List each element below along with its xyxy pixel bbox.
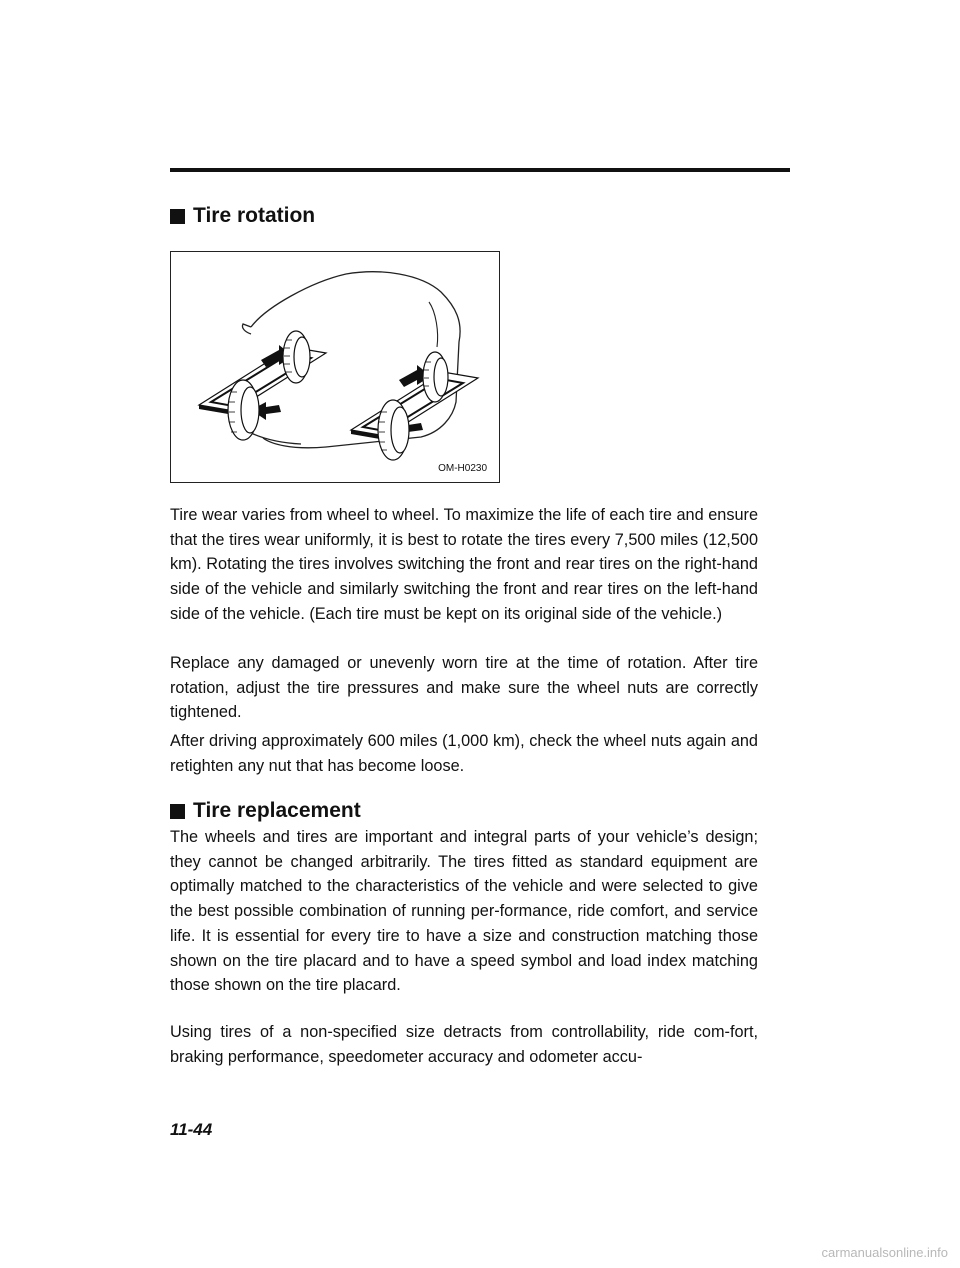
- top-rule: [170, 168, 790, 172]
- heading-text: Tire rotation: [193, 204, 316, 227]
- square-bullet-icon: [170, 804, 185, 819]
- tire-rotation-diagram-icon: [171, 252, 500, 483]
- paragraph-rotation-intro: Tire wear varies from wheel to wheel. To maximize the life of each tire and ensure that the tires wear uniformly, it is best to rotate the tires every 7,500 miles (12,500 km). Rotating the tires involves switching the front and rear tires on the right-hand side of the vehicle and similarly switching the front and rear tires on the left-hand side of the vehicle. (Each tire must be kept on its original side of the vehicle.): [170, 506, 758, 623]
- page-number: 11-44: [170, 1120, 213, 1139]
- section-heading-tire-replacement: [170, 799, 361, 823]
- footer-watermark: carmanualsonline.info: [821, 1245, 948, 1260]
- square-bullet-icon: [170, 209, 185, 224]
- paragraph-rotation-replace: Replace any damaged or unevenly worn tire at the time of rotation. After tire rotation, adjust the tire pressures and make sure the wheel nuts are correctly tightened.: [170, 654, 758, 722]
- paragraph-replacement-intro: The wheels and tires are important and integral parts of your vehicle’s design; they cannot be changed arbitrarily. The tires fitted as standard equipment are optimally matched to the characteristics of the vehicle and were selected to give the best possible combination of running per-formance, ride comfort, and service life. It is essential for every tire to have a size and construction matching those shown on the tire placard and to have a speed symbol and load index matching those shown on the tire placard.: [170, 828, 758, 995]
- tire-rotation-figure: [170, 251, 500, 483]
- heading-text: Tire replacement: [193, 799, 361, 822]
- figure-code: OM-H0230: [438, 463, 487, 474]
- paragraph-replacement-size: Using tires of a non-specified size detracts from controllability, ride com-fort, braking performance, speedometer accuracy and odometer accu-: [170, 1023, 758, 1066]
- section-heading-tire-rotation: [170, 204, 315, 228]
- paragraph-rotation-retighten: After driving approximately 600 miles (1,000 km), check the wheel nuts again and retighten any nut that has become loose.: [170, 732, 758, 775]
